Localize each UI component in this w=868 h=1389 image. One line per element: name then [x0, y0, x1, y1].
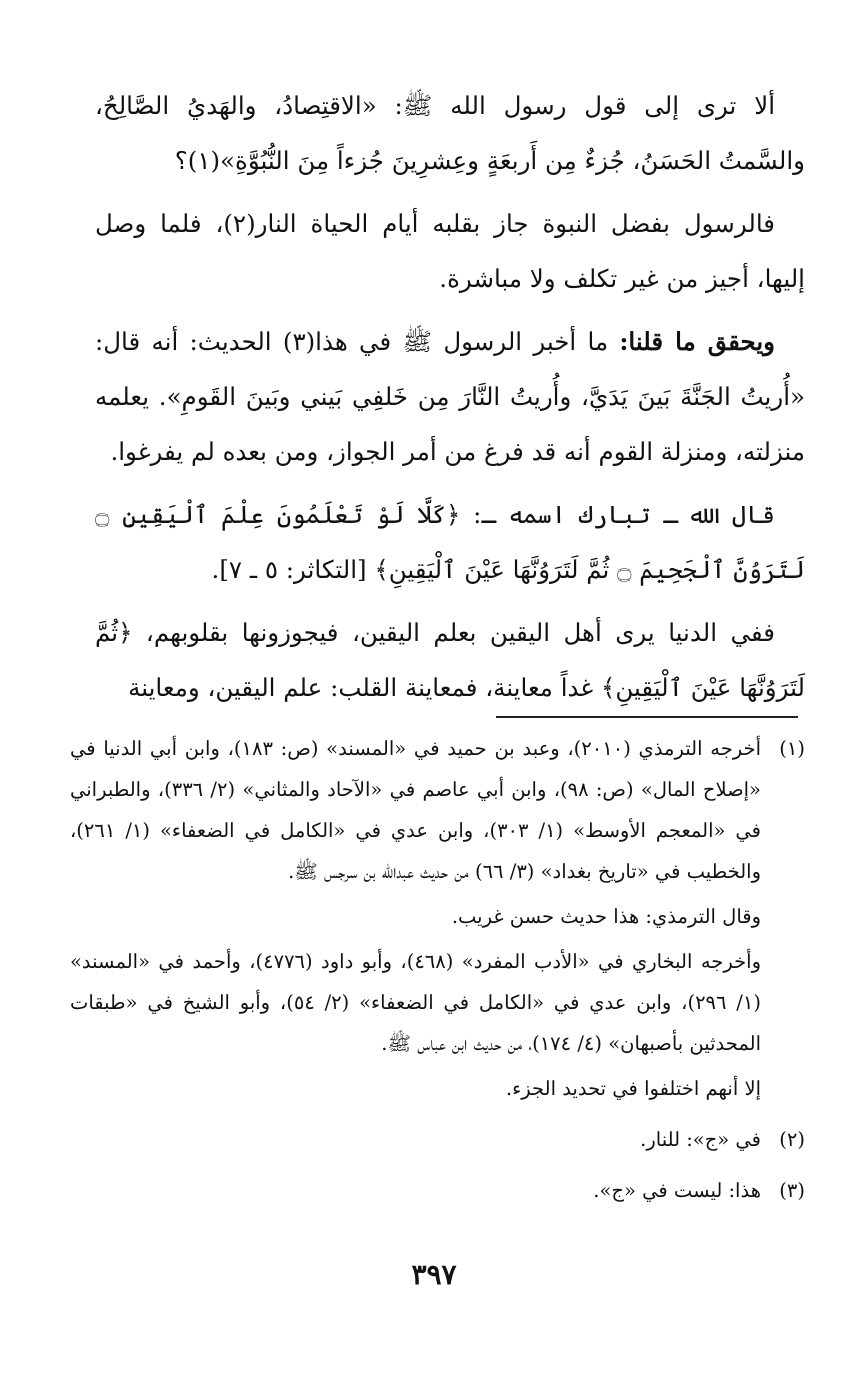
- paragraph-5: ففي الدنيا يرى أهل اليقين بعلم اليقين، فيجوزونها بقلوبهم، ﴿ثُمَّ لَتَرَوُنَّهَا عَيْنَ ٱلْيَقِينِ﴾ غداً معاينة، فمعاينة القلب: علم اليقين، ومعاينة: [95, 618, 805, 702]
- paragraph-4: قال الله ـ تبارك اسمه ـ: ﴿كَلَّا لَوْ تَعْلَمُونَ عِلْمَ ٱلْيَقِينِ ۝ لَتَرَوُنَّ ٱلْجَحِيمَ ۝ ثُمَّ لَتَرَوُنَّهَا عَيْنَ ٱلْيَقِينِ﴾ [التكاثر: ٥ ـ ٧].: [95, 500, 805, 584]
- footnote-body: [70, 1170, 761, 1215]
- page-number: ٣٩٧: [411, 1258, 457, 1291]
- footnote-body: [70, 728, 761, 1113]
- footnote-number: (٢): [779, 1128, 805, 1151]
- main-text: [95, 78, 805, 723]
- footnote-text: إلا أنهم اختلفوا في تحديد الجزء.: [505, 1077, 761, 1100]
- footnote-body: [70, 1119, 761, 1164]
- paragraph-2: فالرسول بفضل النبوة جاز بقلبه أيام الحياة النار(٢)، فلما وصل إليها، أجيز من غير تكلف ولا مباشرة.: [95, 209, 805, 293]
- footnote-divider: [496, 716, 798, 718]
- footnote-text: أخرجه الترمذي (٢٠١٠)، وعبد بن حميد في «المسند» (ص: ١٨٣)، وابن أبي الدنيا في «إصلاح المال» (ص: ٩٨)، وابن أبي عاصم في «الآحاد والمثاني» (٢/ ٣٣٦)، والطبراني في «المعجم الأوسط» (١/ ٣٠٣)، وابن عدي في «الكامل في الضعفاء» (١/ ٢٦١)، والخطيب في «تاريخ بغداد» (٣/ ٦٦) من حديث عبدالله بن سرجس ﷺ.: [70, 737, 761, 883]
- footnotes: [70, 728, 805, 1221]
- paragraph-3-lead: ويحقق ما قلنا:: [619, 327, 775, 356]
- footnote-text: في «ج»: للنار.: [640, 1128, 761, 1151]
- paragraph-1: ألا ترى إلى قول رسول الله ﷺ: «الاقتِصادُ، والهَديُ الصَّالِحُ، والسَّمتُ الحَسَنُ، جُزءٌ مِن أَربعَةٍ وعِشرِينَ جُزءاً مِنَ النُّبُوَّةِ»(١)؟: [95, 91, 805, 175]
- footnote-number: (٣): [779, 1179, 805, 1202]
- paragraph-3: [95, 314, 805, 479]
- footnote-text: هذا: ليست في «ج».: [593, 1179, 761, 1202]
- footnote-2: [70, 1119, 805, 1164]
- footnote-3: [70, 1170, 805, 1215]
- footnote-number: (١): [779, 737, 805, 760]
- footnote-text: وأخرجه البخاري في «الأدب المفرد» (٤٦٨)، وأبو داود (٤٧٧٦)، وأحمد في «المسند» (١/ ٢٩٦)، وابن عدي في «الكامل في الضعفاء» (٢/ ٥٤)، وأبو الشيخ في «طبقات المحدثين بأصبهان» (٤/ ١٧٤)، من حديث ابن عباس ﷺ.: [70, 950, 761, 1055]
- footnote-1: [70, 728, 805, 1113]
- paragraph-3-text: ما أخبر الرسول ﷺ في هذا(٣) الحديث: أنه قال: «أُريتُ الجَنَّةَ بَينَ يَدَيَّ، وأُريتُ النَّارَ مِن خَلفِي بَيني وبَينَ القَومِ». يعلمه منزلته، ومنزلة القوم أنه قد فرغ من أمر الجواز، ومن بعده لم يفرغوا.: [95, 327, 805, 466]
- footnote-text: وقال الترمذي: هذا حديث حسن غريب.: [451, 905, 761, 928]
